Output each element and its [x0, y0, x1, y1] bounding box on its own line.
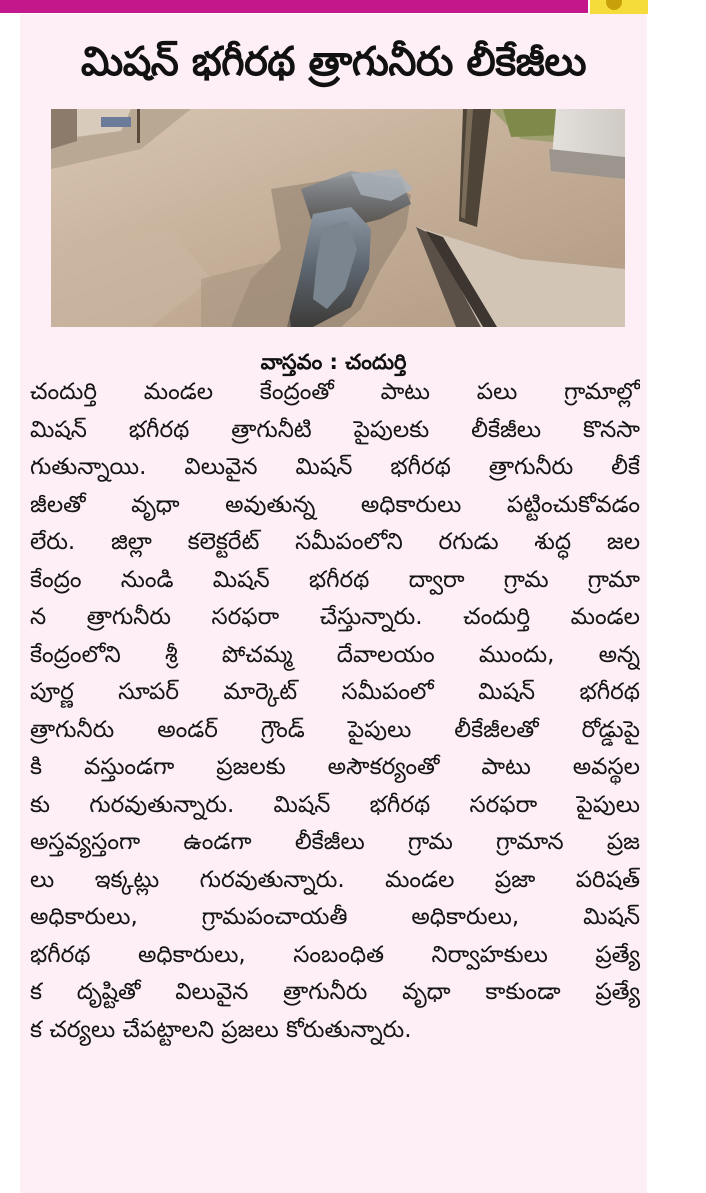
- body-line: చందుర్తి మండల కేంద్రంతో పాటు పలు గ్రామాల్లో: [30, 379, 640, 405]
- body-line: త్రాగునీరు అండర్ గ్రౌండ్ పైపులు లీకేజీలతో రోడ్డుపై: [30, 716, 640, 743]
- body-line: కి వస్తుండగా ప్రజలకు అసౌకర్యంతో పాటు అవస్థల: [30, 754, 640, 780]
- body-line: లు ఇక్కట్లు గురవుతున్నారు. మండల ప్రజా పరిషత్: [30, 866, 640, 893]
- body-line: పూర్ణ సూపర్ మార్కెట్ సమీపంలో మిషన్ భగీరథ: [30, 679, 640, 705]
- top-color-band: [0, 0, 706, 14]
- article-headline: మిషన్ భగీరథ త్రాగునీరు లీకేజీలు: [80, 39, 587, 85]
- leaking-pipe-road-photo-icon: [51, 109, 625, 327]
- body-line: మిషన్ భగీరథ త్రాగునీటి పైపులకు లీకేజీలు కొనసా: [30, 416, 640, 443]
- body-line: భగీరథ అధికారులు, సంబంధిత నిర్వాహకులు ప్రత్యే: [30, 941, 640, 968]
- article-dateline: వాస్తవం : చందుర్తి: [260, 350, 407, 374]
- body-line: గుతున్నాయి. విలువైన మిషన్ భగీరథ త్రాగునీరు లీకే: [30, 454, 640, 480]
- news-photo: [51, 109, 625, 327]
- body-line: కేంద్రంలోని శ్రీ పోచమ్మ దేవాలయం ముందు, అన్న: [30, 641, 640, 668]
- corner-dot-icon: [606, 0, 622, 10]
- body-line: అస్తవ్యస్తంగా ఉండగా లీకేజీలు గ్రామ గ్రామాన ప్రజ: [30, 829, 640, 855]
- yellow-corner-tab: [590, 0, 648, 14]
- body-line: అధికారులు, గ్రామపంచాయతీ అధికారులు, మిషన్: [30, 904, 640, 930]
- body-line: జీలతో వృధా అవుతున్న అధికారులు పట్టించుకోవడం: [30, 491, 640, 518]
- news-clipping: [20, 14, 647, 1193]
- magenta-stripe: [0, 0, 588, 13]
- body-line: న త్రాగునీరు సరఫరా చేస్తున్నారు. చందుర్తి మండల: [30, 604, 640, 630]
- article-body: [30, 374, 640, 1049]
- body-line: క చర్యలు చేపట్టాలని ప్రజలు కోరుతున్నారు.: [30, 1016, 412, 1043]
- body-line: క దృష్టితో విలువైన త్రాగునీరు వృధా కాకుండా ప్రత్యే: [30, 979, 640, 1005]
- body-line: కేంద్రం నుండి మిషన్ భగీరథ ద్వారా గ్రామ గ్రామా: [30, 566, 640, 593]
- body-line: కు గురవుతున్నారు. మిషన్ భగీరథ సరఫరా పైపులు: [30, 791, 640, 818]
- body-line: లేరు. జిల్లా కలెక్టరేట్ సమీపంలోని రగుడు శుద్ధ జల: [30, 529, 640, 555]
